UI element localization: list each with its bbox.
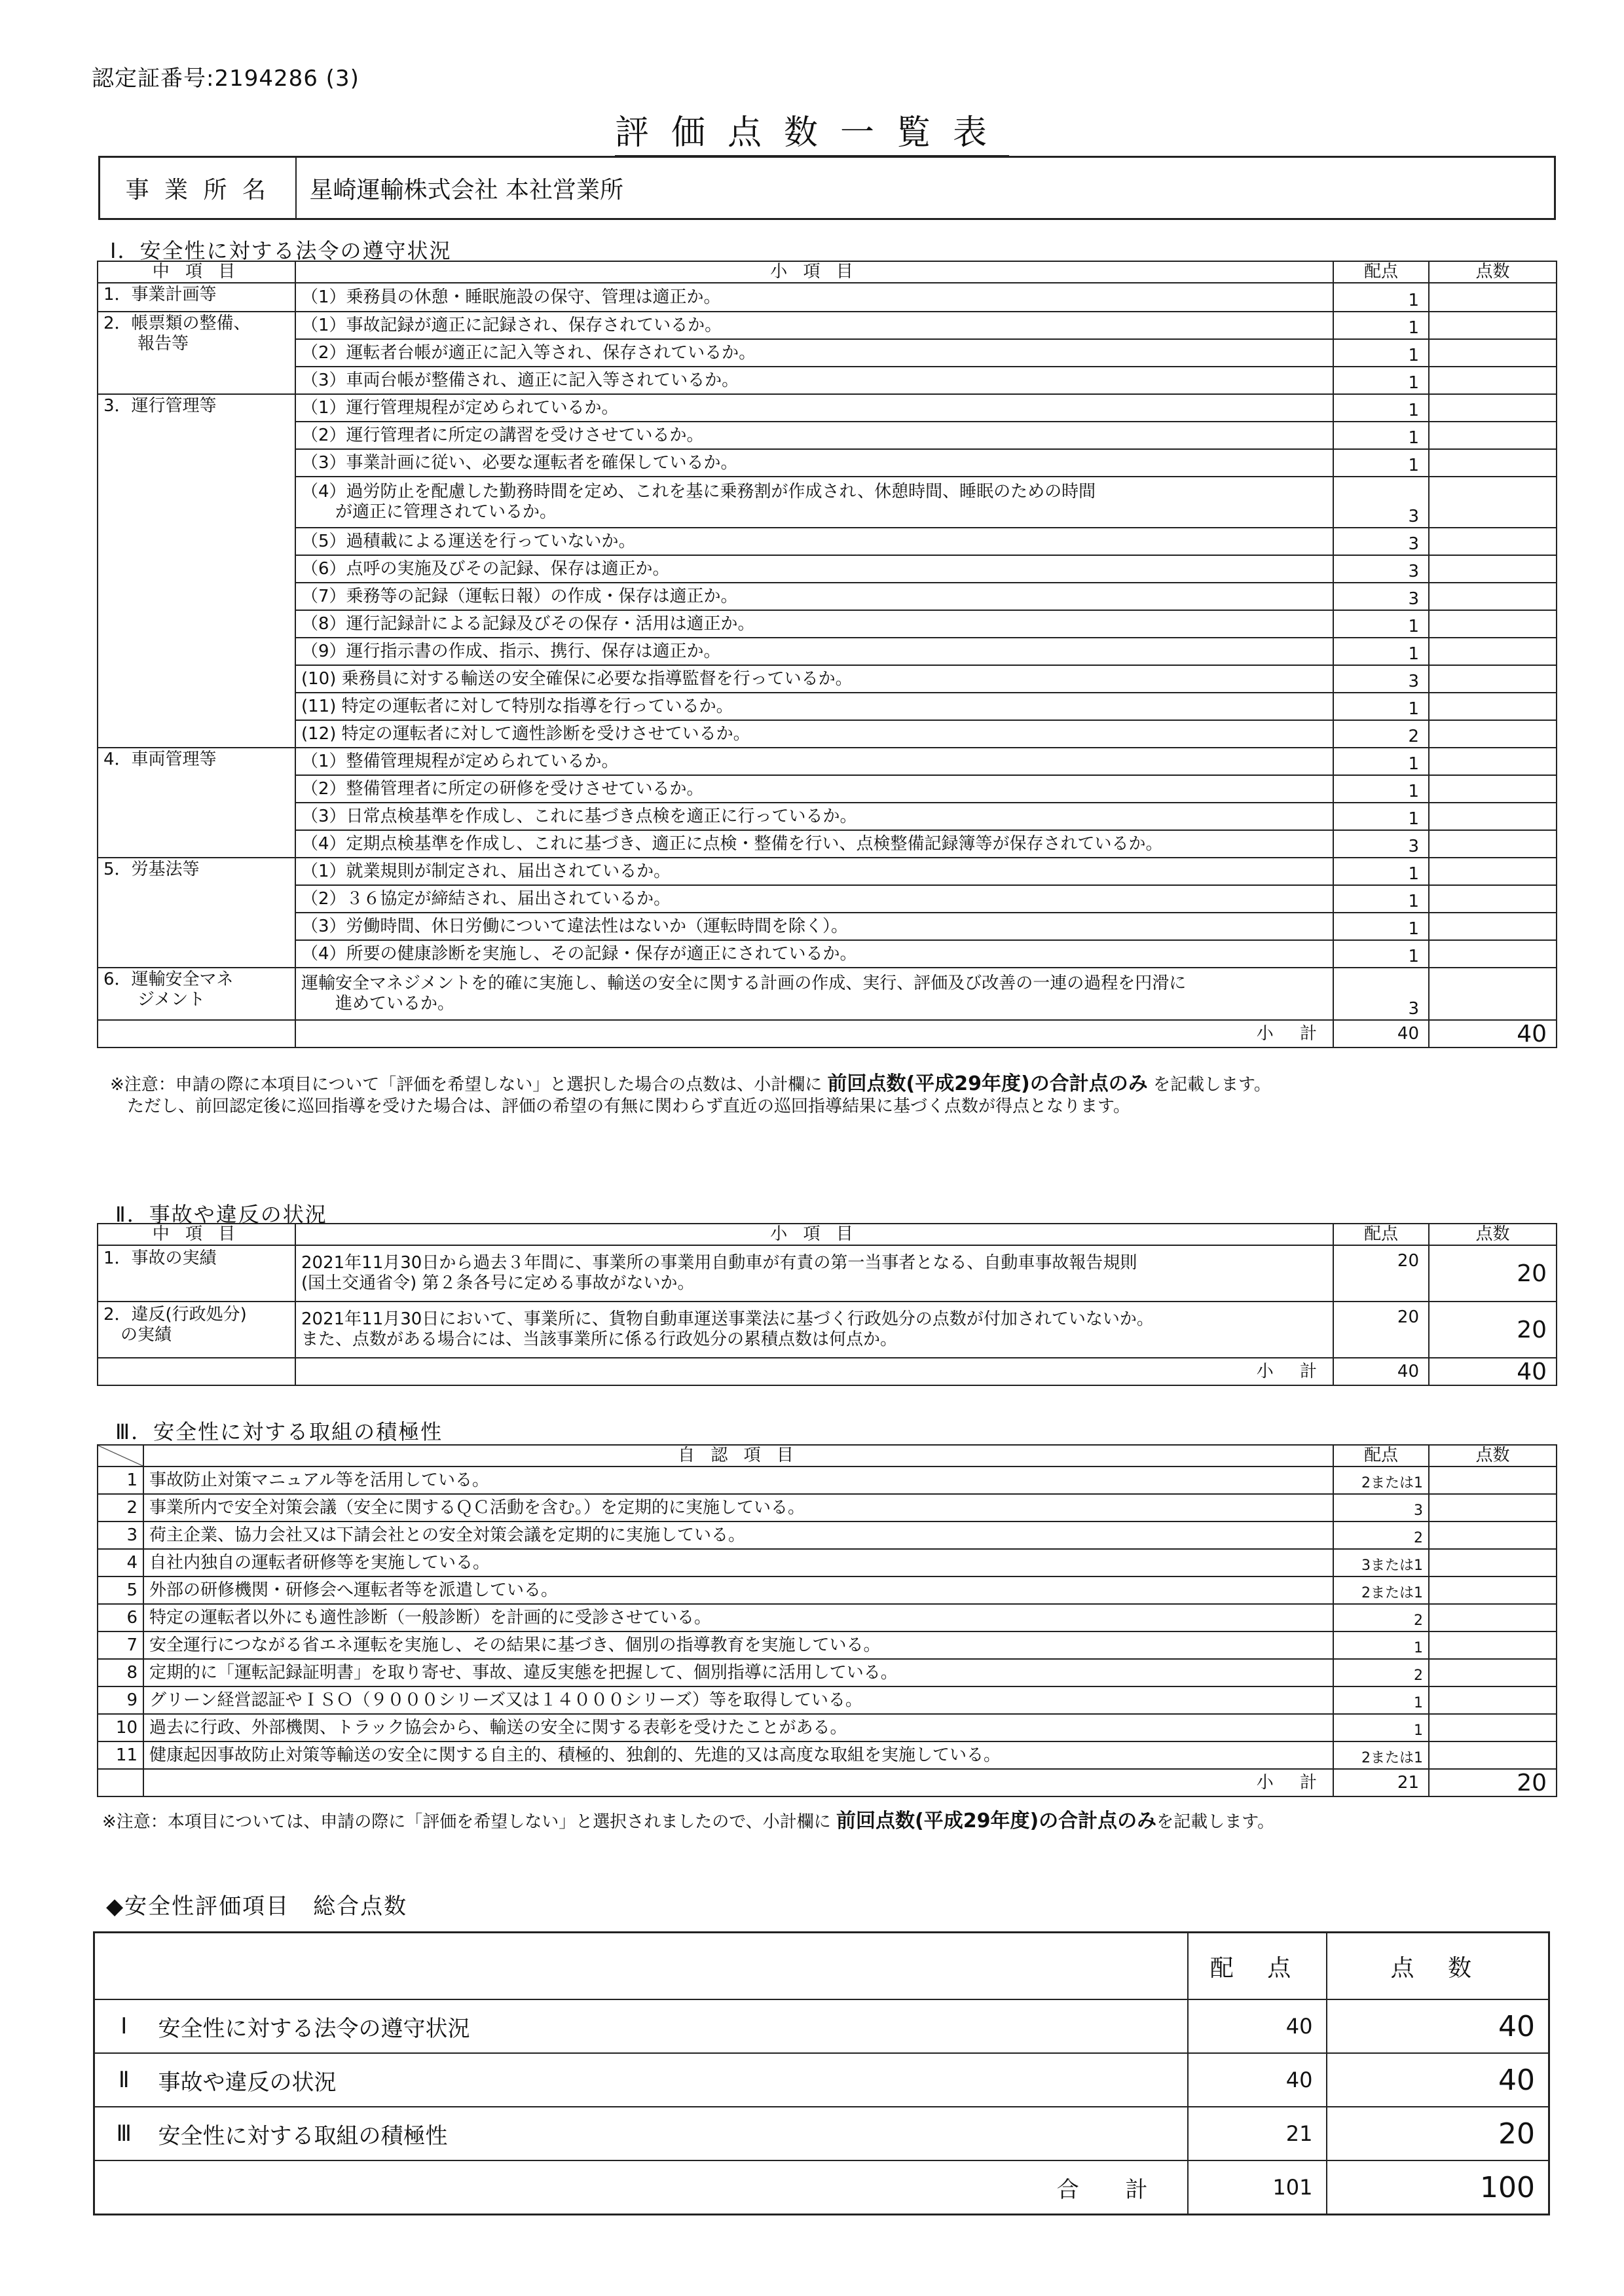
s1-header-alloc: 配点 bbox=[1333, 261, 1429, 283]
s1-small-line: （4）過労防止を配慮した勤務時間を定め、これを基に乗務割が作成され、休憩時間、睡眠のための時間 bbox=[301, 482, 1096, 501]
s3-alloc: 2 bbox=[1333, 1522, 1429, 1549]
s2-score: 20 bbox=[1429, 1245, 1557, 1302]
s2-subtotal-score: 40 bbox=[1429, 1358, 1557, 1385]
s1-small-item bbox=[295, 394, 1333, 422]
s3-item: 過去に行政、外部機関、トラック協会から、輸送の安全に関する表彰を受けたことがある。 bbox=[143, 1714, 1333, 1741]
s1-score bbox=[1429, 775, 1557, 803]
page-title bbox=[0, 105, 1624, 154]
s1-small-line: (12) 特定の運転者に対して適性診断を受けさせているか。 bbox=[301, 723, 750, 744]
s1-alloc: 1 bbox=[1333, 339, 1429, 367]
s1-small-line: （3）労働時間、休日労働について違法性はないか（運転時間を除く）。 bbox=[301, 916, 849, 936]
s3-alloc: 2または1 bbox=[1333, 1741, 1429, 1769]
s1-small-item bbox=[295, 528, 1333, 555]
s3-item: 事業所内で安全対策会議（安全に関するＱＣ活動を含む。）を定期的に実施している。 bbox=[143, 1494, 1333, 1522]
s1-small-line: （3）日常点検基準を作成し、これに基づき点検を適正に行っているか。 bbox=[301, 806, 857, 826]
s1-subtotal-row bbox=[98, 1020, 1557, 1048]
s3-row bbox=[98, 1714, 1557, 1741]
section-3-note bbox=[102, 1811, 1274, 1832]
s3-header-corner bbox=[98, 1445, 143, 1467]
s2-header-score: 点数 bbox=[1429, 1224, 1557, 1245]
s1-small-item bbox=[295, 555, 1333, 583]
s2-subtotal-alloc: 40 bbox=[1333, 1358, 1429, 1385]
s1-row bbox=[98, 693, 1557, 720]
s2-row bbox=[98, 1245, 1557, 1302]
s1-score bbox=[1429, 394, 1557, 422]
note-text: ※注意：申請の際に本項目について「評価を希望しない」と選択した場合の点数は、小計欄に bbox=[110, 1075, 828, 1095]
summary-alloc: 40 bbox=[1188, 2053, 1327, 2107]
s1-alloc: 1 bbox=[1333, 748, 1429, 775]
section-2-heading: Ⅱ．事故や違反の状況 bbox=[115, 1202, 327, 1227]
s1-small-item bbox=[295, 283, 1333, 312]
s1-subtotal-blank bbox=[98, 1020, 295, 1048]
s1-small-item bbox=[295, 775, 1333, 803]
section-3-heading: Ⅲ．安全性に対する取組の積極性 bbox=[115, 1419, 443, 1444]
s1-row bbox=[98, 528, 1557, 555]
s3-subtotal-label: 小 計 bbox=[143, 1769, 1333, 1796]
s1-small-item bbox=[295, 583, 1333, 610]
s1-subtotal-alloc: 40 bbox=[1333, 1020, 1429, 1048]
s3-no: 6 bbox=[98, 1604, 143, 1631]
s1-small-line: （7）乗務等の記録（運転日報）の作成・保存は適正か。 bbox=[301, 586, 738, 606]
s1-score bbox=[1429, 803, 1557, 830]
s1-row bbox=[98, 858, 1557, 885]
office-table bbox=[98, 156, 1556, 220]
s1-alloc: 1 bbox=[1333, 940, 1429, 968]
s3-item: 特定の運転者以外にも適性診断（一般診断）を計画的に受診させている。 bbox=[143, 1604, 1333, 1631]
s3-score bbox=[1429, 1604, 1557, 1631]
s3-score bbox=[1429, 1522, 1557, 1549]
s1-score bbox=[1429, 638, 1557, 665]
s3-item: 自社内独自の運転者研修等を実施している。 bbox=[143, 1549, 1333, 1576]
s1-mid-item bbox=[98, 968, 295, 1020]
summary-no: Ⅰ bbox=[94, 1999, 153, 2053]
s2-row bbox=[98, 1302, 1557, 1358]
s1-small-item bbox=[295, 913, 1333, 940]
summary-header-blank bbox=[94, 1933, 1188, 2000]
s3-alloc: 2 bbox=[1333, 1604, 1429, 1631]
s1-small-item bbox=[295, 638, 1333, 665]
s2-header-mid: 中 項 目 bbox=[98, 1224, 295, 1245]
s1-alloc: 3 bbox=[1333, 528, 1429, 555]
s1-small-item bbox=[295, 858, 1333, 885]
s3-header-score: 点数 bbox=[1429, 1445, 1557, 1467]
summary-table bbox=[93, 1931, 1550, 2215]
s1-small-item bbox=[295, 693, 1333, 720]
s1-row bbox=[98, 830, 1557, 858]
s1-subtotal-score: 40 bbox=[1429, 1020, 1557, 1048]
summary-label: 事故や違反の状況 bbox=[153, 2053, 1188, 2107]
s1-mid-label: 2．帳票類の整備、 bbox=[103, 314, 251, 333]
s3-row bbox=[98, 1467, 1557, 1494]
s1-alloc: 1 bbox=[1333, 449, 1429, 477]
s2-mid-label: の実績 bbox=[103, 1325, 172, 1345]
s1-small-line: （3）事業計画に従い、必要な運転者を確保しているか。 bbox=[301, 452, 738, 473]
s1-small-line: （1）運行管理規程が定められているか。 bbox=[301, 397, 619, 418]
s1-small-item bbox=[295, 968, 1333, 1020]
s1-row bbox=[98, 913, 1557, 940]
s3-header-alloc: 配点 bbox=[1333, 1445, 1429, 1467]
s2-subtotal-row bbox=[98, 1358, 1557, 1385]
s1-score bbox=[1429, 913, 1557, 940]
s1-small-line: （8）運行記録計による記録及びその保存・活用は適正か。 bbox=[301, 613, 755, 634]
s1-score bbox=[1429, 830, 1557, 858]
s3-item: 健康起因事故防止対策等輸送の安全に関する自主的、積極的、独創的、先進的又は高度な取組を実施している。 bbox=[143, 1741, 1333, 1769]
s1-small-item bbox=[295, 803, 1333, 830]
s2-mid-label: 2．違反(行政処分) bbox=[103, 1305, 247, 1324]
s3-item: 荷主企業、協力会社又は下請会社との安全対策会議を定期的に実施している。 bbox=[143, 1522, 1333, 1549]
s1-alloc: 1 bbox=[1333, 312, 1429, 339]
s2-mid-item bbox=[98, 1245, 295, 1302]
section-1-heading: Ⅰ．安全性に対する法令の遵守状況 bbox=[110, 238, 452, 263]
summary-row bbox=[94, 2107, 1549, 2160]
s2-header-small: 小 項 目 bbox=[295, 1224, 1333, 1245]
s3-score bbox=[1429, 1659, 1557, 1686]
s1-small-line: （6）点呼の実施及びその記録、保存は適正か。 bbox=[301, 558, 670, 579]
s1-alloc: 1 bbox=[1333, 638, 1429, 665]
summary-score: 40 bbox=[1327, 2053, 1549, 2107]
s1-row bbox=[98, 283, 1557, 312]
s1-small-line: （2）３６協定が締結され、届出されているか。 bbox=[301, 888, 671, 909]
s3-alloc: 1 bbox=[1333, 1686, 1429, 1714]
s1-row bbox=[98, 940, 1557, 968]
summary-label: 安全性に対する取組の積極性 bbox=[153, 2107, 1188, 2160]
s3-item: 安全運行につながる省エネ運転を実施し、その結果に基づき、個別の指導教育を実施している。 bbox=[143, 1631, 1333, 1659]
s3-no: 4 bbox=[98, 1549, 143, 1576]
summary-total-label: 合 計 bbox=[94, 2160, 1188, 2215]
s2-small-item bbox=[295, 1245, 1333, 1302]
s3-no: 7 bbox=[98, 1631, 143, 1659]
s1-small-item bbox=[295, 449, 1333, 477]
summary-alloc: 21 bbox=[1188, 2107, 1327, 2160]
s1-row bbox=[98, 665, 1557, 693]
summary-score: 20 bbox=[1327, 2107, 1549, 2160]
s3-score bbox=[1429, 1631, 1557, 1659]
s1-mid-item bbox=[98, 394, 295, 748]
section-1-note-1 bbox=[110, 1074, 1271, 1095]
s3-score bbox=[1429, 1549, 1557, 1576]
s1-small-line: （9）運行指示書の作成、指示、携行、保存は適正か。 bbox=[301, 641, 721, 661]
s1-small-item bbox=[295, 477, 1333, 528]
s2-small-line: また、点数がある場合には、当該事業所に係る行政処分の累積点数は何点か。 bbox=[301, 1330, 898, 1349]
s1-header-mid: 中 項 目 bbox=[98, 261, 295, 283]
s1-small-item bbox=[295, 367, 1333, 394]
s3-no: 9 bbox=[98, 1686, 143, 1714]
s1-row bbox=[98, 477, 1557, 528]
s1-small-item bbox=[295, 312, 1333, 339]
s1-small-line: （1）乗務員の休憩・睡眠施設の保守、管理は適正か。 bbox=[301, 287, 721, 307]
s1-alloc: 1 bbox=[1333, 885, 1429, 913]
s3-score bbox=[1429, 1494, 1557, 1522]
s1-row bbox=[98, 394, 1557, 422]
s3-score bbox=[1429, 1467, 1557, 1494]
s3-alloc: 3または1 bbox=[1333, 1549, 1429, 1576]
s2-subtotal-blank bbox=[98, 1358, 295, 1385]
s1-row bbox=[98, 720, 1557, 748]
s3-no: 1 bbox=[98, 1467, 143, 1494]
s1-mid-item bbox=[98, 312, 295, 394]
s2-header-alloc: 配点 bbox=[1333, 1224, 1429, 1245]
s1-small-line: が適正に管理されているか。 bbox=[335, 502, 557, 522]
s1-mid-label: 報告等 bbox=[103, 334, 189, 354]
s1-small-line: （2）整備管理者に所定の研修を受けさせているか。 bbox=[301, 778, 704, 799]
s2-small-line: 2021年11月30日から過去３年間に、事業所の事業用自動車が有責の第一当事者となる、自動車事故報告規則 bbox=[301, 1253, 1137, 1273]
summary-label: 安全性に対する法令の遵守状況 bbox=[153, 1999, 1188, 2053]
note-text: を記載します。 bbox=[1147, 1075, 1271, 1095]
summary-no: Ⅲ bbox=[94, 2107, 153, 2160]
s1-small-line: （2）運行管理者に所定の講習を受けさせているか。 bbox=[301, 425, 704, 445]
s3-subtotal-alloc: 21 bbox=[1333, 1769, 1429, 1796]
s3-score bbox=[1429, 1576, 1557, 1604]
s1-score bbox=[1429, 477, 1557, 528]
s1-alloc: 1 bbox=[1333, 367, 1429, 394]
s1-alloc: 1 bbox=[1333, 422, 1429, 449]
s1-row bbox=[98, 583, 1557, 610]
note-text: を記載します。 bbox=[1156, 1812, 1275, 1832]
s1-small-line: （1）就業規則が制定され、届出されているか。 bbox=[301, 861, 671, 881]
summary-alloc: 40 bbox=[1188, 1999, 1327, 2053]
s3-row bbox=[98, 1522, 1557, 1549]
s3-subtotal-blank bbox=[98, 1769, 143, 1796]
s3-alloc: 3 bbox=[1333, 1494, 1429, 1522]
s1-mid-item bbox=[98, 283, 295, 312]
s3-row bbox=[98, 1631, 1557, 1659]
s1-small-item bbox=[295, 610, 1333, 638]
s1-small-item bbox=[295, 748, 1333, 775]
s1-row bbox=[98, 555, 1557, 583]
s3-score bbox=[1429, 1686, 1557, 1714]
note-bold: 前回点数(平成29年度)の合計点のみ bbox=[827, 1072, 1148, 1095]
summary-total-score: 100 bbox=[1327, 2160, 1549, 2215]
s1-mid-label: 4．車両管理等 bbox=[103, 750, 217, 769]
s1-alloc: 1 bbox=[1333, 803, 1429, 830]
section-2-table bbox=[97, 1223, 1557, 1386]
s1-score bbox=[1429, 422, 1557, 449]
s2-mid-label: 1．事故の実績 bbox=[103, 1248, 217, 1268]
s3-alloc: 1 bbox=[1333, 1631, 1429, 1659]
s2-score: 20 bbox=[1429, 1302, 1557, 1358]
s1-score bbox=[1429, 693, 1557, 720]
s3-row bbox=[98, 1604, 1557, 1631]
s3-row bbox=[98, 1494, 1557, 1522]
s1-small-item bbox=[295, 665, 1333, 693]
s1-alloc: 3 bbox=[1333, 665, 1429, 693]
s1-small-line: 進めているか。 bbox=[335, 994, 455, 1013]
s1-score bbox=[1429, 367, 1557, 394]
s1-score bbox=[1429, 449, 1557, 477]
s1-mid-label: 3．運行管理等 bbox=[103, 396, 217, 416]
section-1-table bbox=[97, 261, 1557, 1048]
office-name: 星崎運輸株式会社 本社営業所 bbox=[296, 157, 1555, 219]
s1-score bbox=[1429, 555, 1557, 583]
s3-row bbox=[98, 1659, 1557, 1686]
s2-small-item bbox=[295, 1302, 1333, 1358]
s1-row bbox=[98, 803, 1557, 830]
s3-no: 3 bbox=[98, 1522, 143, 1549]
page-title-text: 評価点数一覧表 bbox=[615, 113, 1009, 158]
summary-row bbox=[94, 1999, 1549, 2053]
s1-row bbox=[98, 449, 1557, 477]
s1-row bbox=[98, 312, 1557, 339]
s3-no: 5 bbox=[98, 1576, 143, 1604]
s1-alloc: 3 bbox=[1333, 555, 1429, 583]
s1-small-line: （4）所要の健康診断を実施し、その記録・保存が適正にされているか。 bbox=[301, 943, 857, 964]
s3-row bbox=[98, 1576, 1557, 1604]
s3-item: グリーン経営認証やＩＳＯ（９０００シリーズ又は１４０００シリーズ）等を取得している。 bbox=[143, 1686, 1333, 1714]
s1-small-item bbox=[295, 422, 1333, 449]
s1-header-small: 小 項 目 bbox=[295, 261, 1333, 283]
certificate-number: 認定証番号:2194286 (3) bbox=[92, 65, 360, 92]
s1-score bbox=[1429, 312, 1557, 339]
s1-small-item bbox=[295, 720, 1333, 748]
s1-row bbox=[98, 339, 1557, 367]
s2-small-line: 2021年11月30日において、事業所に、貨物自動車運送事業法に基づく行政処分の点数が付加されていないか。 bbox=[301, 1309, 1154, 1329]
s3-item: 定期的に「運転記録証明書」を取り寄せ、事故、違反実態を把握して、個別指導に活用している。 bbox=[143, 1659, 1333, 1686]
s1-row bbox=[98, 638, 1557, 665]
s3-item: 事故防止対策マニュアル等を活用している。 bbox=[143, 1467, 1333, 1494]
s3-score bbox=[1429, 1741, 1557, 1769]
summary-total-alloc: 101 bbox=[1188, 2160, 1327, 2215]
s1-alloc: 3 bbox=[1333, 968, 1429, 1020]
s1-alloc: 3 bbox=[1333, 477, 1429, 528]
s1-small-line: 運輸安全マネジメントを的確に実施し、輸送の安全に関する計画の作成、実行、評価及び改善の一連の過程を円滑に bbox=[301, 974, 1187, 993]
s1-score bbox=[1429, 583, 1557, 610]
s1-small-line: (11) 特定の運転者に対して特別な指導を行っているか。 bbox=[301, 696, 733, 716]
s1-row bbox=[98, 422, 1557, 449]
s1-mid-label: 1．事業計画等 bbox=[103, 285, 217, 304]
s1-alloc: 1 bbox=[1333, 775, 1429, 803]
s3-no: 8 bbox=[98, 1659, 143, 1686]
section-3-table bbox=[97, 1444, 1557, 1797]
s1-small-line: （5）過積載による運送を行っていないか。 bbox=[301, 531, 636, 551]
s1-row bbox=[98, 885, 1557, 913]
s1-score bbox=[1429, 968, 1557, 1020]
s1-alloc: 1 bbox=[1333, 693, 1429, 720]
s1-row bbox=[98, 748, 1557, 775]
s3-subtotal-score: 20 bbox=[1429, 1769, 1557, 1796]
s3-alloc: 2 bbox=[1333, 1659, 1429, 1686]
note-text: ※注意：本項目については、申請の際に「評価を希望しない」と選択されましたので、小計欄に bbox=[102, 1812, 837, 1832]
s3-no: 11 bbox=[98, 1741, 143, 1769]
s1-row bbox=[98, 775, 1557, 803]
s2-mid-item bbox=[98, 1302, 295, 1358]
s2-subtotal-label: 小 計 bbox=[295, 1358, 1333, 1385]
s1-score bbox=[1429, 720, 1557, 748]
s1-score bbox=[1429, 528, 1557, 555]
s1-small-line: （4）定期点検基準を作成し、これに基づき、適正に点検・整備を行い、点検整備記録簿等が保存されているか。 bbox=[301, 833, 1163, 854]
s1-alloc: 3 bbox=[1333, 583, 1429, 610]
summary-score: 40 bbox=[1327, 1999, 1549, 2053]
s3-alloc: 2または1 bbox=[1333, 1467, 1429, 1494]
s1-alloc: 1 bbox=[1333, 394, 1429, 422]
s1-header-score: 点数 bbox=[1429, 261, 1557, 283]
summary-no: Ⅱ bbox=[94, 2053, 153, 2107]
s1-small-line: (10) 乗務員に対する輸送の安全確保に必要な指導監督を行っているか。 bbox=[301, 668, 853, 689]
s1-alloc: 2 bbox=[1333, 720, 1429, 748]
s1-small-item bbox=[295, 830, 1333, 858]
s1-score bbox=[1429, 665, 1557, 693]
s1-score bbox=[1429, 748, 1557, 775]
s1-score bbox=[1429, 610, 1557, 638]
s1-small-line: （1）整備管理規程が定められているか。 bbox=[301, 751, 619, 771]
s3-alloc: 1 bbox=[1333, 1714, 1429, 1741]
s1-small-line: （3）車両台帳が整備され、適正に記入等されているか。 bbox=[301, 370, 739, 390]
summary-heading: ◆安全性評価項目 総合点数 bbox=[106, 1893, 408, 1920]
s3-no: 2 bbox=[98, 1494, 143, 1522]
s1-score bbox=[1429, 940, 1557, 968]
s1-small-item bbox=[295, 339, 1333, 367]
office-label: 事 業 所 名 bbox=[100, 157, 296, 219]
summary-row bbox=[94, 2053, 1549, 2107]
s1-small-item bbox=[295, 885, 1333, 913]
s1-score bbox=[1429, 283, 1557, 312]
s1-mid-label: 5．労基法等 bbox=[103, 860, 200, 879]
s1-small-item bbox=[295, 940, 1333, 968]
s1-small-line: （2）運転者台帳が適正に記入等され、保存されているか。 bbox=[301, 342, 756, 363]
summary-header-alloc: 配 点 bbox=[1188, 1933, 1327, 2000]
s1-alloc: 3 bbox=[1333, 830, 1429, 858]
summary-total-row bbox=[94, 2160, 1549, 2215]
s3-alloc: 2または1 bbox=[1333, 1576, 1429, 1604]
summary-header-score: 点 数 bbox=[1327, 1933, 1549, 2000]
s3-row bbox=[98, 1549, 1557, 1576]
s1-score bbox=[1429, 885, 1557, 913]
s1-alloc: 1 bbox=[1333, 858, 1429, 885]
s1-alloc: 1 bbox=[1333, 610, 1429, 638]
s3-row bbox=[98, 1741, 1557, 1769]
s1-mid-item bbox=[98, 858, 295, 968]
s1-mid-item bbox=[98, 748, 295, 858]
s2-alloc: 20 bbox=[1333, 1302, 1429, 1358]
s3-item: 外部の研修機関・研修会へ運転者等を派遣している。 bbox=[143, 1576, 1333, 1604]
s1-subtotal-label: 小 計 bbox=[295, 1020, 1333, 1048]
s1-mid-label: ジメント bbox=[103, 990, 206, 1010]
s1-alloc: 1 bbox=[1333, 913, 1429, 940]
s1-small-line: （1）事故記録が適正に記録され、保存されているか。 bbox=[301, 315, 722, 335]
s3-row bbox=[98, 1686, 1557, 1714]
s3-no: 10 bbox=[98, 1714, 143, 1741]
s1-score bbox=[1429, 858, 1557, 885]
s3-header-item: 自 認 項 目 bbox=[143, 1445, 1333, 1467]
s1-row bbox=[98, 610, 1557, 638]
s3-subtotal-row bbox=[98, 1769, 1557, 1796]
s1-row bbox=[98, 367, 1557, 394]
s2-alloc: 20 bbox=[1333, 1245, 1429, 1302]
s2-small-line: (国土交通省令) 第２条各号に定める事故がないか。 bbox=[301, 1273, 695, 1293]
s1-row bbox=[98, 968, 1557, 1020]
note-bold: 前回点数(平成29年度)の合計点のみ bbox=[836, 1810, 1157, 1832]
section-1-note-2: ただし、前回認定後に巡回指導を受けた場合は、評価の希望の有無に関わらず直近の巡回指導結果に基づく点数が得点となります。 bbox=[110, 1097, 1130, 1116]
s1-alloc: 1 bbox=[1333, 283, 1429, 312]
s1-score bbox=[1429, 339, 1557, 367]
s1-mid-label: 6．運輸安全マネ bbox=[103, 970, 234, 989]
s3-score bbox=[1429, 1714, 1557, 1741]
